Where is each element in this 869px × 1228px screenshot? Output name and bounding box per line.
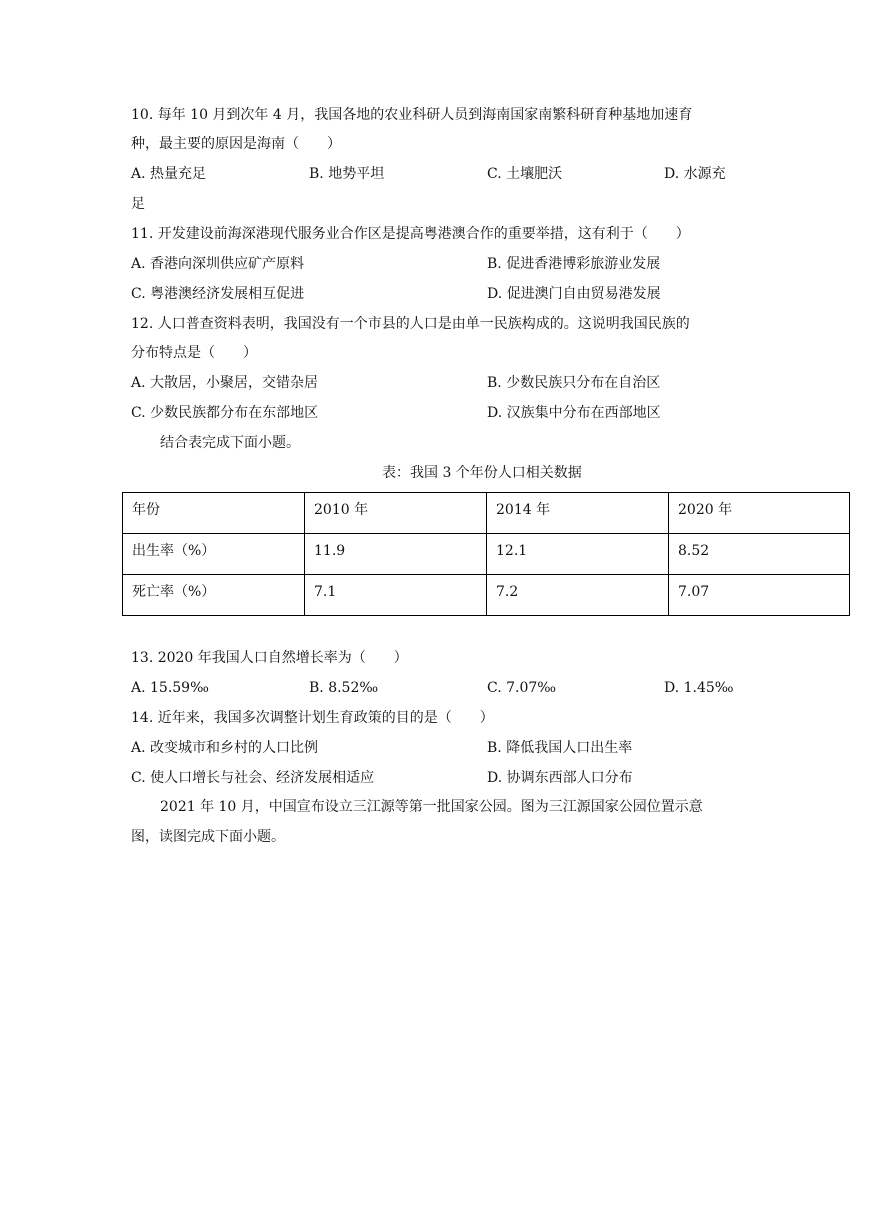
q13-stem: 13. 2020 年我国人口自然增长率为（ ） <box>131 650 408 666</box>
table-cell: 12.1 <box>487 534 669 575</box>
population-table <box>122 492 850 616</box>
map-intro-line2: 图，读图完成下面小题。 <box>131 829 285 845</box>
table-caption: 表：我国 3 个年份人口相关数据 <box>382 465 582 481</box>
table-header-cell: 2014 年 <box>487 493 669 534</box>
q10-stem-line1: 10. 每年 10 月到次年 4 月，我国各地的农业科研人员到海南国家南繁科研育种基地加速育 <box>131 107 693 123</box>
q12-option-c: C. 少数民族都分布在东部地区 <box>131 405 319 421</box>
table-intro: 结合表完成下面小题。 <box>160 435 300 451</box>
table-cell: 7.07 <box>669 575 850 616</box>
q11-option-d: D. 促进澳门自由贸易港发展 <box>487 286 661 302</box>
q14-option-b: B. 降低我国人口出生率 <box>487 740 633 756</box>
q14-option-c: C. 使人口增长与社会、经济发展相适应 <box>131 770 375 786</box>
q10-option-a: A. 热量充足 <box>131 166 207 182</box>
table-header-cell: 2020 年 <box>669 493 850 534</box>
table-header-cell: 2010 年 <box>305 493 487 534</box>
table-row <box>123 534 850 575</box>
q12-stem-line2: 分布特点是（ ） <box>131 345 257 361</box>
table-cell: 8.52 <box>669 534 850 575</box>
q11-option-b: B. 促进香港博彩旅游业发展 <box>487 256 661 272</box>
q10-option-d: D. 水源充 <box>664 166 726 182</box>
q11-option-c: C. 粤港澳经济发展相互促进 <box>131 286 305 302</box>
q11-stem: 11. 开发建设前海深港现代服务业合作区是提高粤港澳合作的重要举措，这有利于（ ） <box>131 226 690 242</box>
table-cell: 11.9 <box>305 534 487 575</box>
q12-option-b: B. 少数民族只分布在自治区 <box>487 375 661 391</box>
q10-option-c: C. 土壤肥沃 <box>487 166 563 182</box>
q13-option-c: C. 7.07‰ <box>487 680 557 696</box>
q13-option-d: D. 1.45‰ <box>664 680 734 696</box>
q14-option-d: D. 协调东西部人口分布 <box>487 770 633 786</box>
q13-option-b: B. 8.52‰ <box>309 680 379 696</box>
map-intro-line1: 2021 年 10 月，中国宣布设立三江源等第一批国家公园。图为三江源国家公园位置示意 <box>160 799 703 815</box>
table-header-row <box>123 493 850 534</box>
q10-option-b: B. 地势平坦 <box>309 166 385 182</box>
table-cell: 7.1 <box>305 575 487 616</box>
table-cell: 出生率（%） <box>123 534 305 575</box>
q14-stem: 14. 近年来，我国多次调整计划生育政策的目的是（ ） <box>131 710 494 726</box>
table-header-cell: 年份 <box>123 493 305 534</box>
q10-option-d-wrap: 足 <box>131 196 145 212</box>
q12-option-a: A. 大散居，小聚居，交错杂居 <box>131 375 319 391</box>
q11-option-a: A. 香港向深圳供应矿产原料 <box>131 256 305 272</box>
table-row <box>123 575 850 616</box>
q13-option-a: A. 15.59‰ <box>131 680 209 696</box>
q12-option-d: D. 汉族集中分布在西部地区 <box>487 405 661 421</box>
q10-stem-line2: 种，最主要的原因是海南（ ） <box>131 136 341 152</box>
q14-option-a: A. 改变城市和乡村的人口比例 <box>131 740 319 756</box>
table-cell: 7.2 <box>487 575 669 616</box>
q12-stem-line1: 12. 人口普查资料表明，我国没有一个市县的人口是由单一民族构成的。这说明我国民族的 <box>131 316 690 332</box>
table-cell: 死亡率（%） <box>123 575 305 616</box>
